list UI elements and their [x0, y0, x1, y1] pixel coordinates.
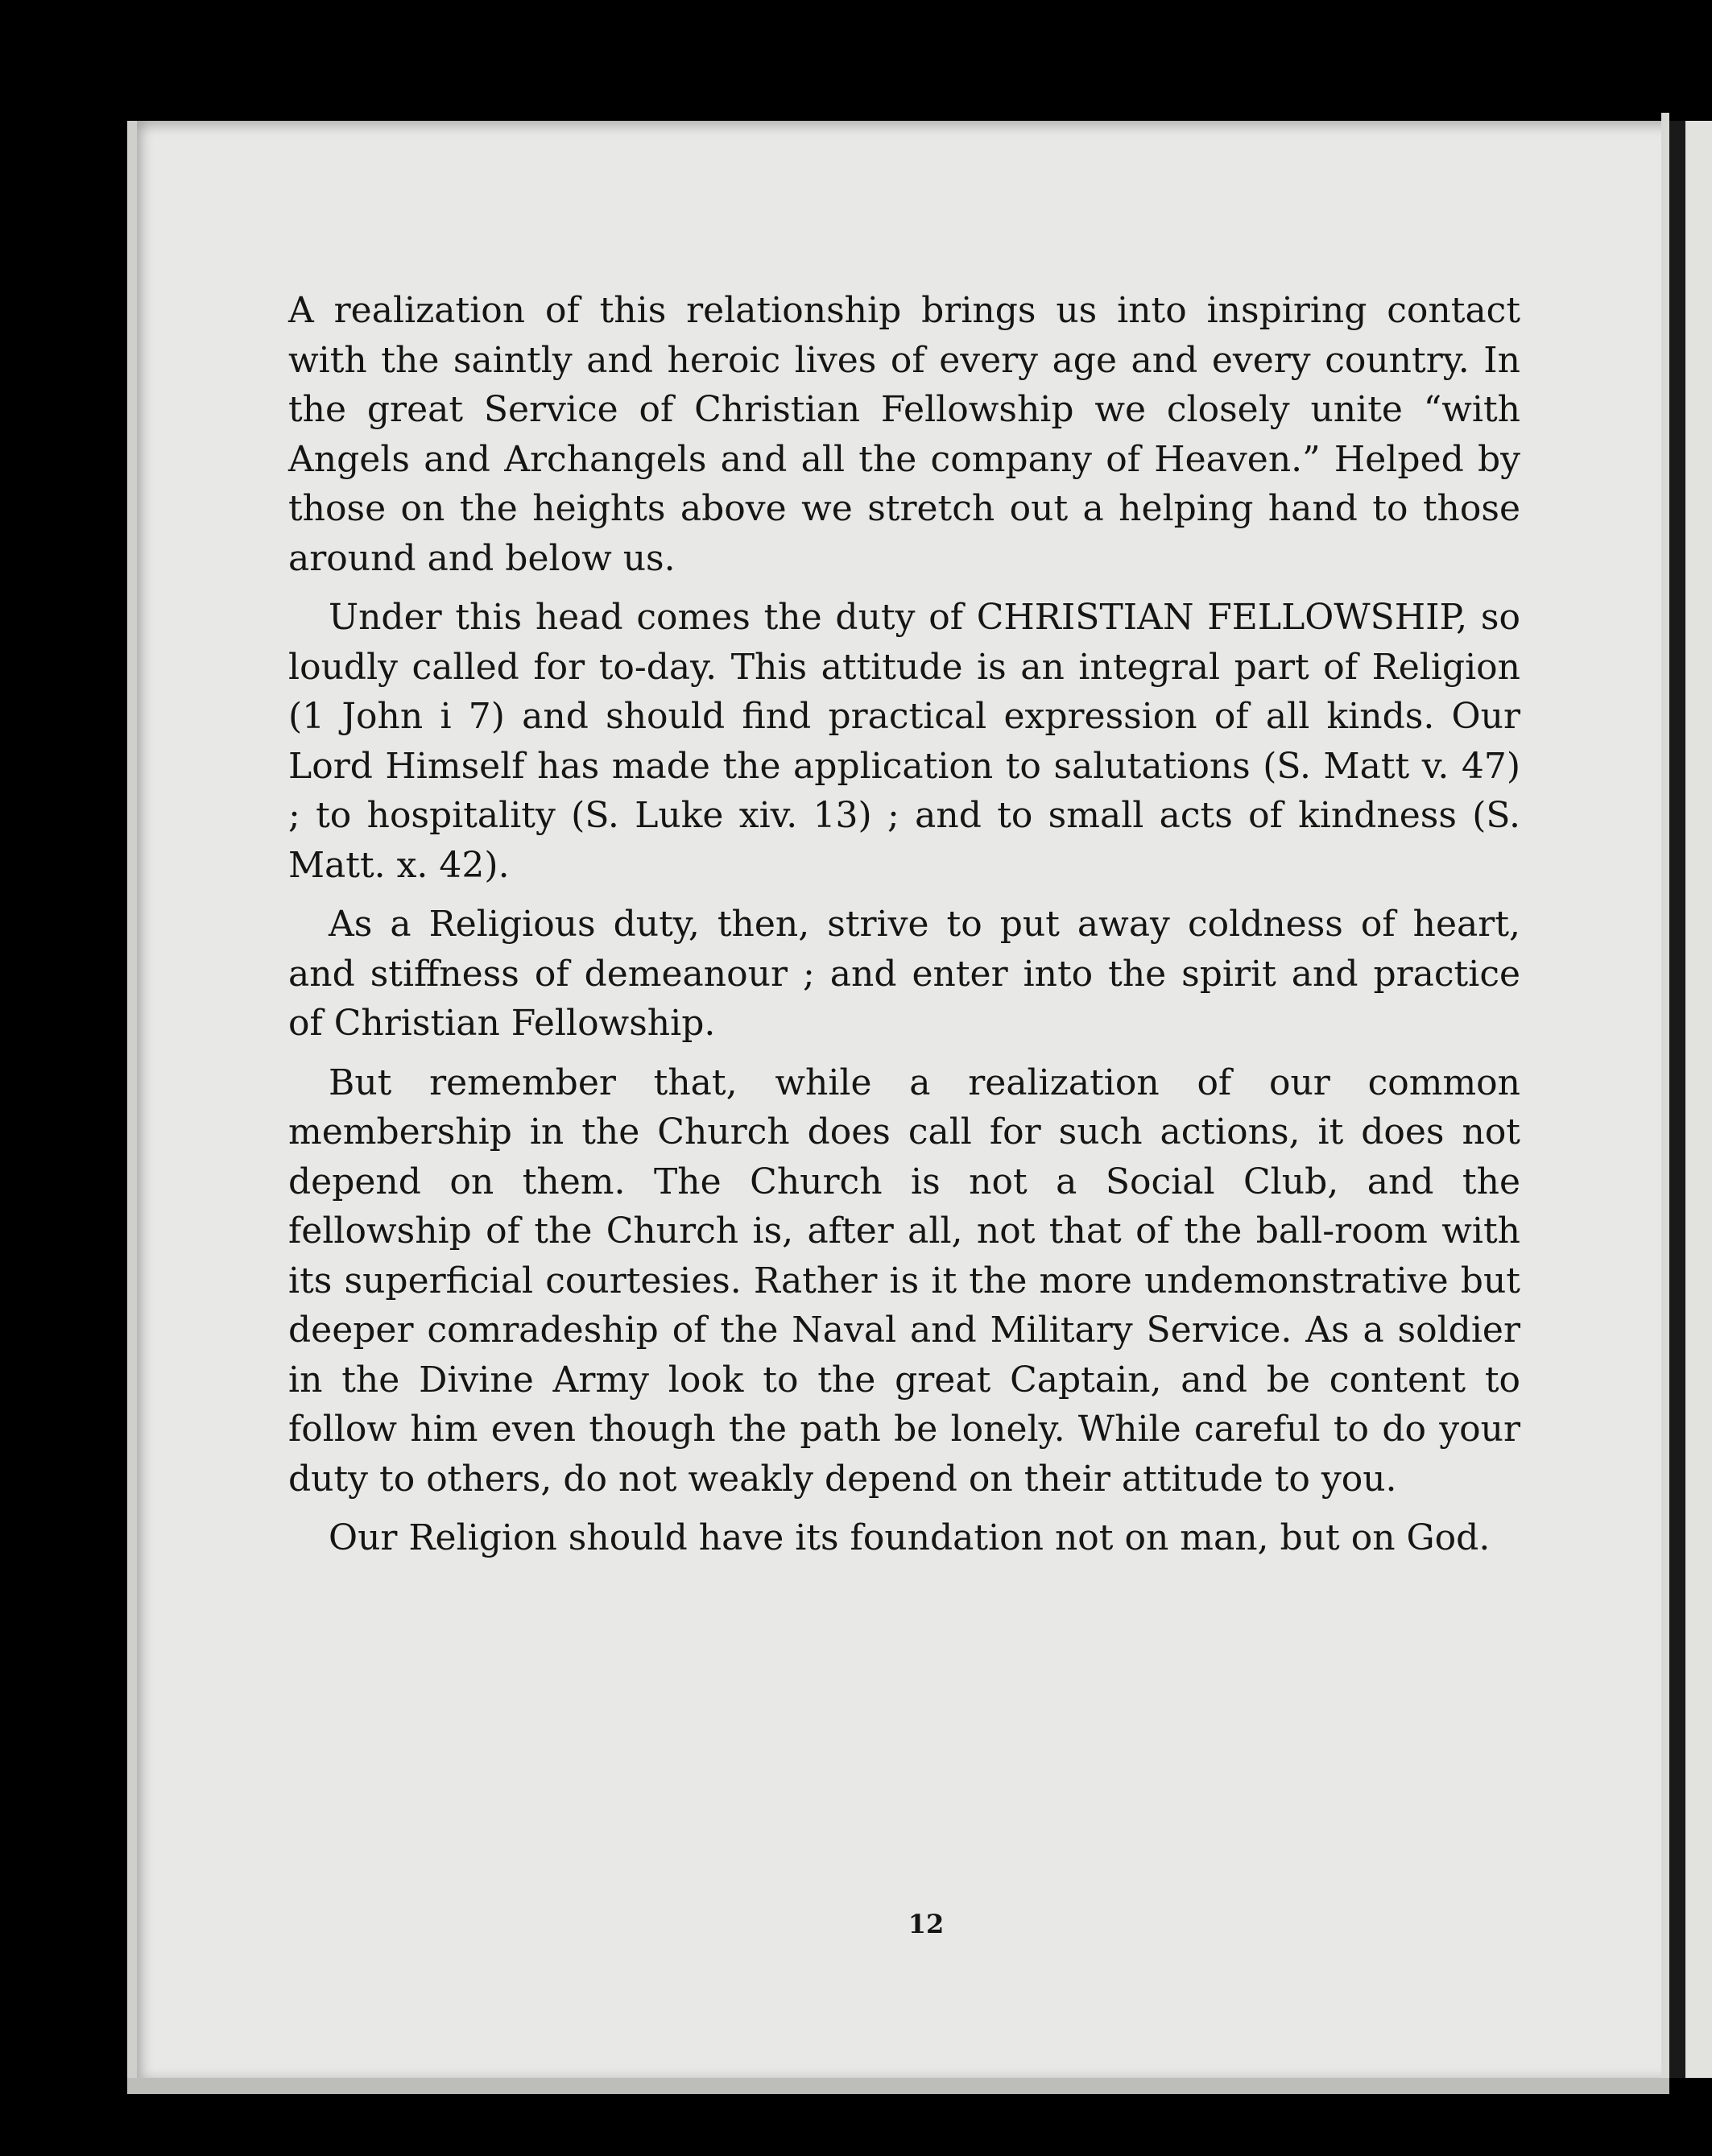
page-right-edge — [1661, 113, 1669, 2078]
paragraph-3: As a Religious duty, then, strive to put away coldness of heart, and stiffness of demeanour ; and enter into the spirit and practice of Christian Fellowship. — [288, 904, 1520, 1044]
page-bottom-edge — [127, 2078, 1669, 2094]
paragraph-2: Under this head comes the duty of CHRISTIAN FELLOWSHIP, so loudly called for to-day. This attitude is an integral part of Religion (1 John i 7) and should find practical expression of all kinds. Our Lord Himself has made the application to salutations (S. Matt v. 47) ; to hospitality (S. Luke xiv. 13) ; and to small acts of kindness (S. Matt. x. 42). — [288, 597, 1520, 886]
binding-shadow — [1669, 121, 1685, 2078]
page-number: 12 — [908, 1909, 945, 1939]
paragraph-1: A realization of this relationship brings us into inspiring contact with the saintly and heroic lives of every age and every country. In the great Service of Christian Fellowship we closely unite “with Angels and Archangels and all the company of Heaven.” Helped by those on the heights above we stretch out a helping hand to those around and below us. — [288, 290, 1520, 579]
paragraph-5: Our Religion should have its foundation not on man, but on God. — [329, 1517, 1491, 1558]
next-page-edge — [1685, 121, 1712, 2078]
body-text — [288, 286, 1520, 1573]
paragraph-4: But remember that, while a realization of our common membership in the Church does call for such actions, it does not depend on them. The Church is not a Social Club, and the fellowship of the Church is, after all, not that of the ball-room with its superficial courtesies. Rather is it the more undemonstrative but deeper comradeship of the Naval and Military Service. As a soldier in the Divine Army look to the great Captain, and be content to follow him even though the path be lonely. While careful to do your duty to others, do not weakly depend on their attitude to you. — [288, 1061, 1520, 1500]
